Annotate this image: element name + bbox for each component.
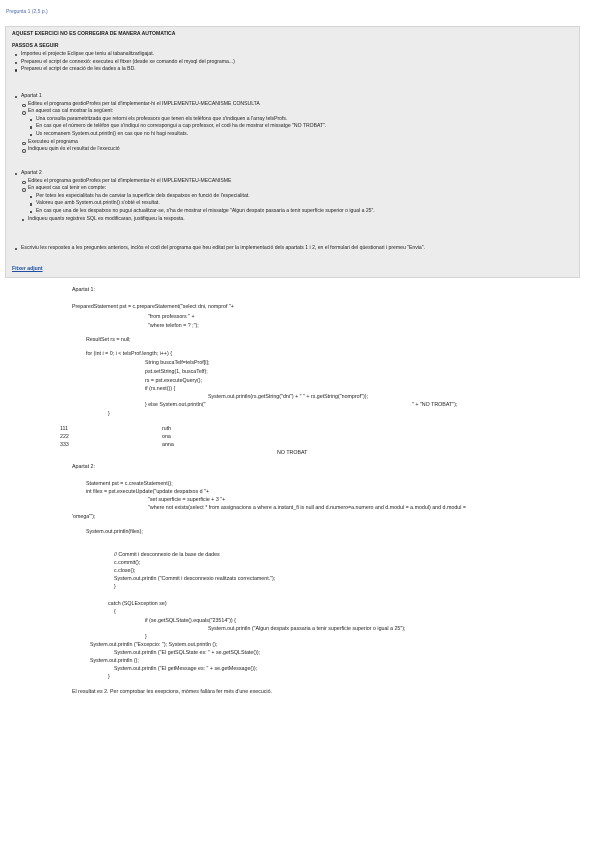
list-item: Indiqueu quin és el resultat de l'execució [28, 146, 572, 154]
code-line: System.out.println ("El getSQLState es: " + se.getSQLState()); [114, 650, 261, 656]
code-line: c.close(); [114, 568, 136, 574]
code-line: } [108, 674, 110, 680]
result-cell: ona [162, 434, 171, 440]
code-line: System.out.println (); [90, 658, 139, 664]
code-line: } else System.out.println(" [145, 402, 206, 408]
code-line: for (int i = 0; i < telsProf.length; i++) { [86, 351, 172, 357]
result-cell: anna [162, 442, 174, 448]
code-line: Statement pst = c.createStatement(); [86, 481, 173, 487]
list-item: Editeu el programa gestioProfes per tal d'implementar-hi el IMPLEMENTEU-MECANISME CONSULTA [28, 101, 572, 109]
final-note [12, 245, 572, 253]
code-line: System.out.println ("Commit i desconnexio realitzats correctament."); [114, 576, 276, 582]
code-line: System.out.println ("El getMessage es: " + se.getMessage()); [114, 666, 258, 672]
steps-heading: PASSOS A SEGUIR [12, 43, 59, 49]
result-cell: NO TROBAT [277, 450, 308, 456]
code-line: System.out.println(rs.getString("dni") + " " + rs.getString("nomprof")); [208, 394, 368, 400]
result-cell: 333 [60, 442, 69, 448]
apartat-2-block [12, 170, 572, 223]
code-line: } [114, 584, 116, 590]
list-item: Indiqueu quants registres SQL es modificaran, justifiqueu la resposta. [28, 216, 572, 224]
list-item: Prepareu el script de creació de les dades a la BD. [21, 66, 572, 74]
code-line: ResultSet rs = null; [86, 337, 131, 343]
list-item: Importeu el projecte Eclipse que teniu al tabanalitzarligajat. [21, 51, 572, 59]
list-item: Executeu el programa [28, 139, 572, 147]
attached-file-link[interactable]: Fitxer adjunt [12, 266, 43, 272]
steps-list [12, 51, 572, 74]
result-cell: 222 [60, 434, 69, 440]
code-line: "where telefon = ? ;"); [148, 323, 199, 329]
code-line: PreparedStatement pst = c.prepareStatement("select dni, nomprof "+ [72, 304, 234, 310]
code-line: 'omega'"); [72, 514, 96, 520]
code-line: System.out.println(files); [86, 529, 143, 535]
code-line: pst.setString(1, buscaTelf); [145, 369, 208, 375]
question-link[interactable]: Pregunta 1 (2,5 p.) [6, 9, 48, 15]
code-line: Apartat 2: [72, 464, 95, 470]
code-line: int files = pst.executeUpdate("update despatxos d "+ [86, 489, 210, 495]
list-item: En cas que el número de telèfon que s'indiqui no correspongui a cap professor, el codi ha de mostrar el missatge "NO TROBAT". [36, 123, 572, 131]
code-line: } [145, 634, 147, 640]
code-line: } [108, 411, 110, 417]
code-line: { [114, 609, 116, 615]
list-item: Per totes les especialitats ha de canviar la superfície dels despatxos en funció de l'especialitat. [36, 193, 572, 201]
result-cell: ruth [162, 426, 172, 432]
code-line: // Commit i desconnexio de la base de dades [114, 552, 220, 558]
code-line: System.out.println ("Excepcio: "); System.out.println (); [90, 642, 218, 648]
code-line: c.commit(); [114, 560, 141, 566]
list-item: Valoreu que amb System.out.println() s'obté el resultat. [36, 200, 572, 208]
code-line: String buscaTelf=telsProf[i]; [145, 360, 210, 366]
exercise-title: AQUEST EXERCICI NO ES CORREGIRA DE MANERA AUTOMATICA [12, 31, 176, 37]
exercise-panel [5, 26, 580, 278]
result-note: El resultat es 2. Per comprobar les exepcions, mòmes fallàra fer més d'une execució. [72, 689, 273, 695]
list-item: En aquest cas cal mostrar la següent: [28, 108, 572, 116]
list-item: Escriviu les respostes a les preguntes anteriors, inclòs el codi del programa que heu editat per la implementació dels apartats 1 i 2, en el formulari del qüestionari i premeu "Envia". [21, 245, 572, 253]
apartat-1-block [12, 93, 572, 154]
code-line: rs = pst.executeQuery(); [145, 378, 202, 384]
code-line: if (se.getSQLState().equals("23514")) { [145, 618, 236, 624]
code-line: "from professors " + [148, 314, 195, 320]
result-cell: 111 [60, 426, 69, 432]
code-line: " + "NO TROBAT"); [412, 402, 458, 408]
apartat-1-label: Apartat 1 [21, 93, 572, 101]
code-line: "where not exists(select * from assignacions a where a.instant_fi is null and d.numero=a.numero and d.modul = a.modul) and d.modul = [148, 505, 466, 511]
code-line: catch (SQLException se) [108, 601, 167, 607]
list-item: Prepareu el script de connexió: executeu el fitxer (desde xe comando el mysql del programa...) [21, 59, 572, 67]
list-item: En aquest cas cal tenir en compte: [28, 185, 572, 193]
list-item: En cas que una de les despatxos no pugui actualitzar-se, s'ha de mostrar el missatge "Algun despatx passaria a tenir superfície superior o igual a 25". [36, 208, 572, 216]
list-item: Una consulta parametritzada que retorni els professors que tenen els telèfons que s'indiquen a l'array telsProfs. [36, 116, 572, 124]
list-item: Editeu el programa gestioProfes per tal d'implementar-hi el IMPLEMENTEU-MECANISME [28, 178, 572, 186]
code-line: System.out.println ("Algun despatx passaria a tenir superficie superior o igual a 25"); [208, 626, 406, 632]
code-line: "set superficie = superficie + 3 "+ [148, 497, 226, 503]
code-line: Apartat 1: [72, 287, 95, 293]
code-line: if (rs.next()) { [145, 386, 176, 392]
list-item: Us recomanem System.out.println() en cas que no hi hagi resultats. [36, 131, 572, 139]
apartat-2-label: Apartat 2 [21, 170, 572, 178]
